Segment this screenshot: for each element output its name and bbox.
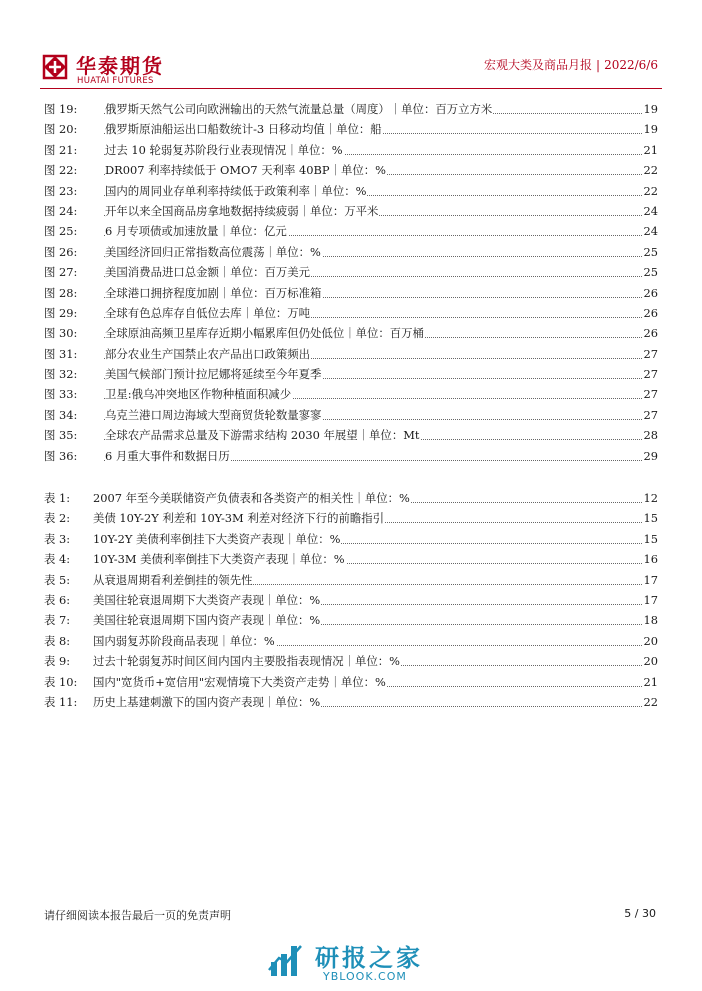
figure-entry[interactable] (44, 344, 658, 364)
figure-entry-number: 图 22: (44, 163, 78, 178)
table-entry-title[interactable]: 10Y-3M 美债利率倒挂下大类资产表现｜单位：% (93, 549, 346, 569)
table-entry[interactable] (44, 549, 658, 569)
figure-entry[interactable] (44, 140, 658, 160)
table-entry[interactable] (44, 610, 658, 630)
table-entry[interactable] (44, 651, 658, 671)
figure-entry-title[interactable]: 全球农产品需求总量及下游需求结构 2030 年展望｜单位：Mt (105, 425, 420, 445)
figure-entry-number: 图 34: (44, 407, 78, 422)
figure-entry-title[interactable]: 美国经济回归正常指数高位震荡｜单位：% (105, 242, 322, 262)
header-report-info (484, 56, 658, 73)
figure-entry[interactable] (44, 262, 658, 282)
figure-entry-title[interactable]: 过去 10 轮弱复苏阶段行业表现情况｜单位：% (105, 140, 344, 160)
figure-entry[interactable] (44, 201, 658, 221)
figure-entry-number: 图 27: (44, 265, 78, 280)
figure-entry[interactable] (44, 119, 658, 139)
figure-entry-number: 图 32: (44, 367, 78, 382)
table-entry-title[interactable]: 美债 10Y-2Y 利差和 10Y-3M 利差对经济下行的前瞻指引 (93, 508, 385, 528)
logo-english-name: HUATAI FUTURES (77, 76, 154, 86)
table-entry-page[interactable]: 16 (643, 549, 659, 569)
figure-entry-title[interactable]: 6 月重大事件和数据日历 (105, 446, 231, 466)
figure-entry-page[interactable]: 27 (643, 384, 659, 404)
page-header (0, 0, 702, 92)
figure-entry-number: 图 31: (44, 346, 78, 361)
figure-entry[interactable] (44, 303, 658, 323)
figure-entry[interactable] (44, 446, 658, 466)
table-entry-number: 表 7: (44, 613, 71, 628)
figure-entry-number: 图 19: (44, 102, 78, 116)
table-entry-title[interactable]: 历史上基建刺激下的国内资产表现｜单位：% (93, 692, 321, 712)
header-separator: | (596, 58, 601, 72)
table-entry-title[interactable]: 从衰退周期看利差倒挂的领先性 (93, 570, 253, 590)
figure-entry-number: 图 26: (44, 244, 78, 259)
figure-entry-title[interactable]: 乌克兰港口周边海域大型商贸货轮数量寥寥 (105, 405, 322, 425)
figure-entry-number: 图 23: (44, 183, 78, 198)
figure-entry-page[interactable]: 24 (643, 221, 659, 241)
figure-entry[interactable] (44, 425, 658, 445)
table-entry[interactable] (44, 488, 658, 508)
figure-entry-page[interactable]: 26 (643, 303, 659, 323)
logo-chinese-name: 华泰期货 (76, 54, 164, 78)
figure-entry-page[interactable]: 27 (643, 405, 659, 425)
figure-entry-number: 图 21: (44, 142, 78, 157)
figure-entry-page[interactable]: 19 (643, 119, 659, 139)
figure-entry-page[interactable]: 22 (643, 160, 659, 180)
table-entry-title[interactable]: 美国往轮衰退周期下国内资产表现｜单位：% (93, 610, 321, 630)
table-entry-number: 表 1: (44, 491, 71, 505)
figure-entry-title[interactable]: 美国气候部门预计拉尼娜将延续至今年夏季 (105, 364, 322, 384)
figure-entry[interactable] (44, 181, 658, 201)
figure-entry[interactable] (44, 323, 658, 343)
figure-entry-page[interactable]: 28 (643, 425, 659, 445)
figure-entry[interactable] (44, 160, 658, 180)
figure-entry-page[interactable]: 25 (643, 262, 659, 282)
table-entry-number: 表 10: (44, 674, 78, 689)
table-entry[interactable] (44, 590, 658, 610)
figure-entry-title[interactable]: 国内的周同业存单利率持续低于政策利率｜单位：% (105, 181, 367, 201)
table-entry-page[interactable]: 20 (643, 631, 659, 651)
figure-list (44, 99, 658, 466)
bar-chart-icon (265, 940, 305, 980)
figure-entry-title[interactable]: 全球原油高频卫星库存近期小幅累库但仍处低位｜单位：百万桶 (105, 323, 425, 343)
watermark-english: YBLOOK.COM (323, 970, 407, 983)
figure-entry-page[interactable]: 24 (643, 201, 659, 221)
table-entry-number: 表 6: (44, 592, 71, 607)
figure-entry-number: 图 30: (44, 326, 78, 341)
figure-entry-number: 图 28: (44, 285, 78, 300)
table-entry-title[interactable]: 2007 年至今美联储资产负债表和各类资产的相关性｜单位：% (93, 488, 411, 508)
watermark-chinese: 研报之家 (315, 944, 423, 972)
footer-page-number: 5 / 30 (624, 907, 656, 920)
table-entry-page[interactable]: 12 (643, 488, 659, 508)
figure-entry-page[interactable]: 22 (643, 181, 659, 201)
figure-entry-page[interactable]: 19 (643, 99, 659, 119)
figure-entry[interactable] (44, 242, 658, 262)
table-entry-title[interactable]: 10Y-2Y 美债利率倒挂下大类资产表现｜单位：% (93, 529, 341, 549)
figure-entry-title[interactable]: 部分农业生产国禁止农产品出口政策频出 (105, 344, 311, 364)
table-entry-page[interactable]: 17 (643, 590, 659, 610)
table-entry-title[interactable]: 过去十轮弱复苏时间区间内国内主要股指表现情况｜单位：% (93, 651, 401, 671)
figure-entry-number: 图 20: (44, 122, 78, 137)
huatai-logo-icon (40, 52, 70, 82)
figure-entry-title[interactable]: 俄罗斯原油船运出口船数统计-3 日移动均值｜单位：船 (105, 119, 383, 139)
figure-entry-page[interactable]: 26 (643, 323, 659, 343)
figure-entry-number: 图 35: (44, 428, 78, 443)
figure-entry-title[interactable]: 俄罗斯天然气公司向欧洲输出的天然气流量总量（周度）｜单位：百万立方米 (105, 99, 493, 119)
table-entry-title[interactable]: 国内弱复苏阶段商品表现｜单位：% (93, 631, 276, 651)
header-divider (40, 88, 662, 89)
report-date: 2022/6/6 (604, 58, 658, 72)
figure-entry[interactable] (44, 364, 658, 384)
figure-entry-title[interactable]: 开年以来全国商品房拿地数据持续疲弱｜单位：万平米 (105, 201, 379, 221)
table-entry-number: 表 3: (44, 531, 71, 546)
table-entry[interactable] (44, 529, 658, 549)
figure-entry-title[interactable]: 全球有色总库存自低位去库｜单位：万吨 (105, 303, 311, 323)
figure-entry-number: 图 25: (44, 224, 78, 239)
figure-entry[interactable] (44, 283, 658, 303)
table-entry[interactable] (44, 692, 658, 712)
figure-entry[interactable] (44, 384, 658, 404)
figure-entry-title[interactable]: 美国消费品进口总金额｜单位：百万美元 (105, 262, 311, 282)
table-entry-page[interactable]: 18 (643, 610, 659, 630)
figure-entry-page[interactable]: 27 (643, 364, 659, 384)
table-entry-page[interactable]: 22 (643, 692, 659, 712)
figure-entry-page[interactable]: 29 (643, 446, 659, 466)
table-entry-number: 表 11: (44, 694, 78, 709)
figure-entry[interactable] (44, 405, 658, 425)
footer-disclaimer: 请仔细阅读本报告最后一页的免责声明 (44, 909, 231, 922)
table-entry-page[interactable]: 21 (643, 672, 659, 692)
table-entry-page[interactable]: 17 (643, 570, 659, 590)
figure-entry-page[interactable]: 27 (643, 344, 659, 364)
figure-entry-title[interactable]: DR007 利率持续低于 OMO7 天利率 40BP｜单位：% (105, 160, 387, 180)
figure-entry-title[interactable]: 6 月专项债或加速放量｜单位：亿元 (105, 221, 288, 241)
table-entry-number: 表 4: (44, 552, 71, 567)
figure-entry-number: 图 33: (44, 387, 78, 402)
table-entry-number: 表 8: (44, 633, 71, 648)
table-entry[interactable] (44, 672, 658, 692)
table-entry-page[interactable]: 15 (643, 529, 659, 549)
table-list (44, 488, 658, 712)
figure-entry-number: 图 36: (44, 448, 78, 463)
figure-entry-title[interactable]: 卫星:俄乌冲突地区作物种植面积减少 (105, 384, 292, 404)
table-entry-number: 表 5: (44, 572, 71, 587)
table-entry-number: 表 2: (44, 511, 71, 526)
figure-entry-number: 图 24: (44, 203, 78, 218)
watermark (265, 938, 475, 988)
table-entry-title[interactable]: 国内"宽货币+宽信用"宏观情境下大类资产走势｜单位：% (93, 672, 387, 692)
report-name: 宏观大类及商品月报 (484, 58, 593, 72)
figure-entry-page[interactable]: 25 (643, 242, 659, 262)
figure-entry[interactable] (44, 221, 658, 241)
table-entry-page[interactable]: 20 (643, 651, 659, 671)
table-entry-number: 表 9: (44, 654, 71, 669)
table-entry-title[interactable]: 美国往轮衰退周期下大类资产表现｜单位：% (93, 590, 321, 610)
figure-entry[interactable] (44, 99, 658, 119)
figure-entry-page[interactable]: 26 (643, 283, 659, 303)
table-entry[interactable] (44, 508, 658, 528)
figure-entry-page[interactable]: 21 (643, 140, 659, 160)
figure-entry-number: 图 29: (44, 305, 78, 320)
table-entry-page[interactable]: 15 (643, 508, 659, 528)
figure-entry-title[interactable]: 全球港口拥挤程度加剧｜单位：百万标准箱 (105, 283, 322, 303)
table-entry[interactable] (44, 631, 658, 651)
table-entry[interactable] (44, 570, 658, 590)
